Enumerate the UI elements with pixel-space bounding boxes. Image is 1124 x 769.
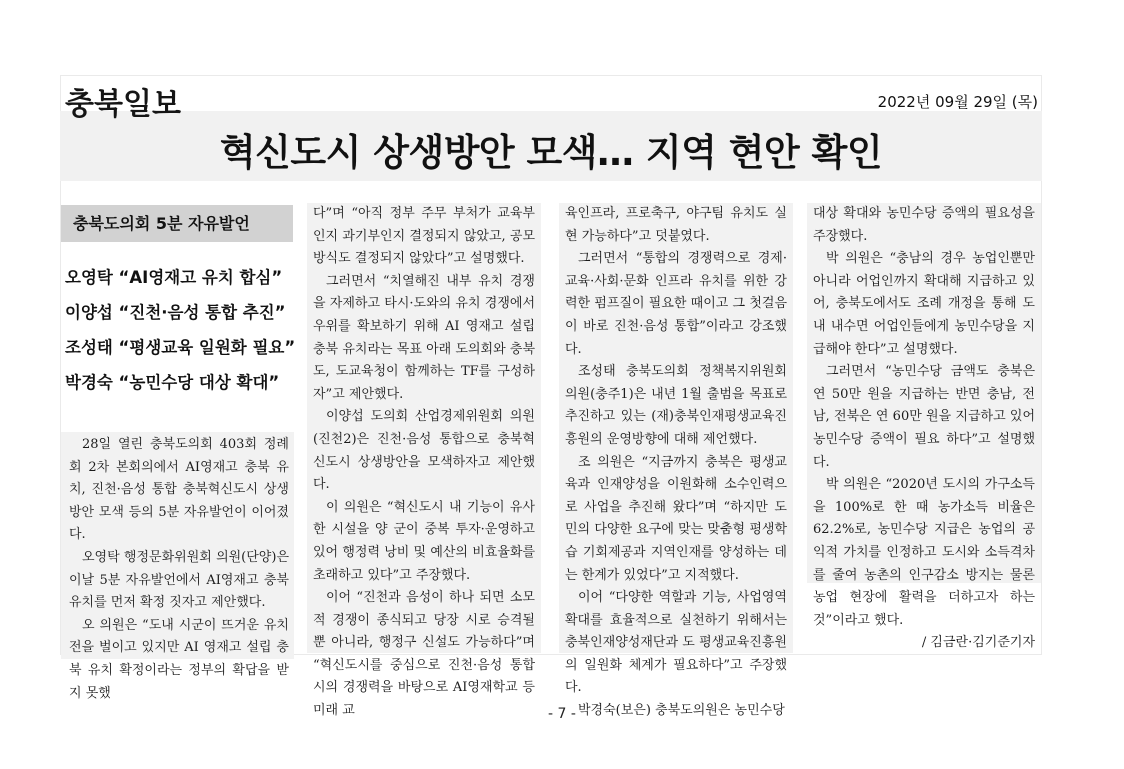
paragraph: 이어 “다양한 역할과 기능, 사업영역 확대를 효율적으로 실천하기 위해서는 충북인재양성재단과 도 평생교육진흥원의 일원화 체계가 필요하다”고 주장했다. (565, 590, 787, 696)
paragraph: 오영탁 행정문화위원회 의원(단양)은 이날 5분 자유발언에서 AI영재고 충북 유치를 먼저 확정 짓자고 제안했다. (69, 549, 289, 611)
article-column-3 (559, 203, 793, 719)
subhead: 박경숙 “농민수당 대상 확대” (65, 373, 280, 392)
paragraph: 대상 확대와 농민수당 증액의 필요성을 주장했다. (813, 206, 1035, 244)
paragraph: 박 의원은 “2020년 도시의 가구소득을 100%로 한 때 농가소득 비율은 62.2%로, 농민수당 지급은 농업의 공익적 가치를 인정하고 도시와 소득격차를 줄여 농촌의 인구감소 방지는 물론 농업 현장에 활력을 더하고자 하는 것”이라고 했다. (813, 477, 1035, 628)
byline: / 김금란·김기준기자 (921, 635, 1035, 651)
paragraph: 이양섭 도의회 산업경제위원회 의원(진천2)은 진천·음성 통합으로 충북혁신도시 상생방안을 모색하자고 제안했다. (313, 409, 535, 493)
subhead: 조성태 “평생교육 일원화 필요” (65, 338, 296, 357)
paragraph: 그러면서 “치열해진 내부 유치 경쟁을 자제하고 타시·도와의 유치 경쟁에서 우위를 확보하기 위해 AI 영재고 설립 충북 유치라는 목표 아래 도의회와 충북도, 도교육청이 함께하는 TF를 구성하자”고 제안했다. (313, 273, 535, 402)
masthead-logo: 충북일보 (65, 87, 181, 122)
page-number: - 7 - (548, 706, 576, 722)
article-column-4 (807, 203, 1041, 651)
subhead: 오영탁 “AI영재고 유치 합심” (65, 268, 283, 287)
publication-date: 2022년 09월 29일 (목) (877, 93, 1038, 111)
subhead: 이양섭 “진천·음성 통합 추진” (65, 303, 286, 322)
paragraph: 28일 열린 충북도의회 403회 정례회 2차 본회의에서 AI영재고 충북 유치, 진천·음성 통합 충북혁신도시 상생방안 모색 등의 5분 자유발언이 이어졌다. (69, 437, 289, 543)
section-tag: 충북도의회 5분 자유발언 (61, 205, 293, 242)
paragraph: 조 의원은 “지금까지 충북은 평생교육과 인재양성을 이원화해 소수인력으로 사업을 추진해 왔다”며 “하지만 도민의 다양한 요구에 맞는 맞춤형 평생학습 기회제공과 지역인재를 양성하는 데는 한계가 있었다”고 지적했다. (565, 454, 787, 583)
article-column-2 (307, 203, 541, 719)
paragraph: 이어 “진천과 음성이 하나 되면 소모적 경쟁이 종식되고 당장 시로 승격될 뿐 아니라, 행정구 신설도 가능하다”며 “혁신도시를 중심으로 진천·음성 통합시의 경쟁력을 바탕으로 AI영재학교 등 미래 교 (313, 590, 535, 719)
paragraph: 육인프라, 프로축구, 야구팀 유치도 실현 가능하다”고 덧붙였다. (565, 206, 787, 244)
column-1-body (61, 432, 294, 701)
article-column-1 (61, 203, 294, 701)
paragraph: 그러면서 “통합의 경쟁력으로 경제·교육·사회·문화 인프라 유치를 위한 강력한 펌프질이 필요한 때이고 그 첫걸음이 바로 진천·음성 통합”이라고 강조했다. (565, 251, 787, 357)
paragraph: 조성태 충북도의회 정책복지위원회 의원(충주1)은 내년 1월 출범을 목표로 추진하고 있는 (재)충북인재평생교육진흥원의 운영방향에 대해 제언했다. (565, 364, 787, 447)
paragraph: 박 의원은 “충남의 경우 농업인뿐만 아니라 어업인까지 확대해 지급하고 있어, 충북도에서도 조례 개정을 통해 도내 내수면 어업인들에게 농민수당을 지급해야 한다”고 설명했다. (813, 251, 1035, 357)
paragraph: 이 의원은 “혁신도시 내 기능이 유사한 시설을 양 군이 중복 투자·운영하고 있어 행정력 낭비 및 예산의 비효율화를 초래하고 있다”고 주장했다. (313, 499, 535, 583)
paragraph: 다”며 “아직 정부 주무 부처가 교육부인지 과기부인지 결정되지 않았고, 공모 방식도 결정되지 않았다”고 설명했다. (313, 206, 535, 267)
headline: 혁신도시 상생방안 모색… 지역 현안 확인 (219, 131, 883, 174)
paragraph: 박경숙(보은) 충북도의원은 농민수당 (578, 703, 785, 719)
paragraph: 오 의원은 “도내 시군이 뜨거운 유치전을 벌이고 있지만 AI 영재고 설립 충북 유치 확정이라는 정부의 확답을 받지 못했 (69, 617, 289, 701)
paragraph: 그러면서 “농민수당 금액도 충북은 연 50만 원을 지급하는 반면 충남, 전남, 전북은 연 60만 원을 지급하고 있어 농민수당 증액이 필요 하다”고 설명했다. (813, 364, 1035, 470)
